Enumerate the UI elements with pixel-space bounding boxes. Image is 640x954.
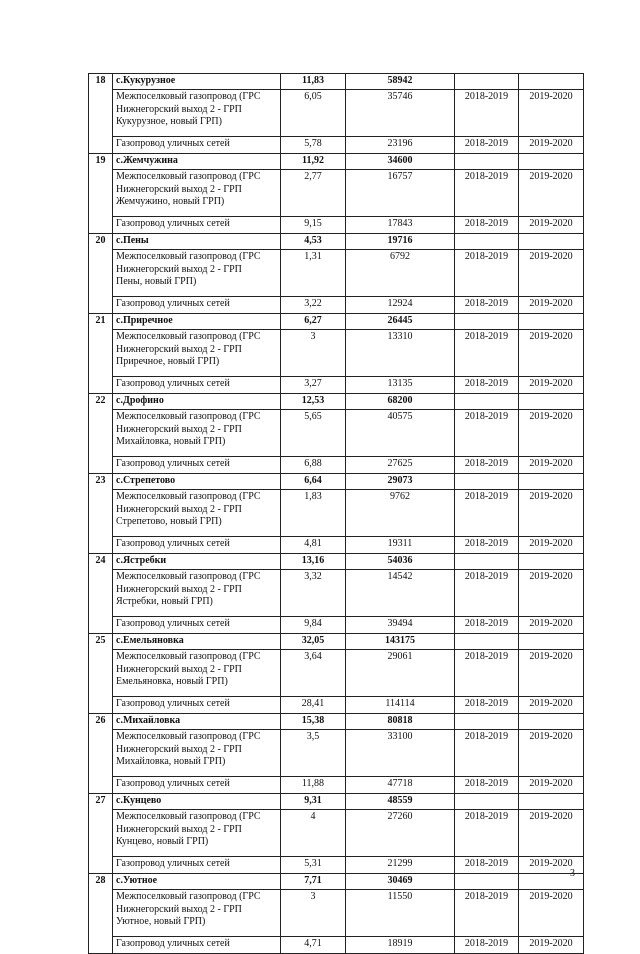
description-line: Кунцево, новый ГРП) — [116, 836, 209, 847]
total-length: 6,64 — [281, 474, 346, 490]
intersettlement-length: 2,77 — [281, 170, 346, 217]
village-name: с.Михайловка — [113, 714, 281, 730]
intersettlement-length: 6,05 — [281, 90, 346, 137]
period-start-empty — [455, 634, 519, 650]
intersettlement-length: 3,64 — [281, 650, 346, 697]
street-network-name: Газопровод уличных сетей — [113, 137, 281, 154]
table-row-street-network — [89, 777, 584, 794]
table-row-street-network — [89, 617, 584, 634]
table-row-intersettlement — [89, 730, 584, 777]
description-line: Кукурузное, новый ГРП) — [116, 116, 222, 127]
street-network-length: 5,78 — [281, 137, 346, 154]
intersettlement-description — [113, 890, 281, 937]
street-network-period-end: 2019-2020 — [519, 297, 584, 314]
period-start-empty — [455, 74, 519, 90]
gas-pipeline-table — [88, 73, 584, 954]
intersettlement-cost: 33100 — [346, 730, 455, 777]
intersettlement-period-end: 2019-2020 — [519, 650, 584, 697]
street-network-cost: 19311 — [346, 537, 455, 554]
total-cost: 48559 — [346, 794, 455, 810]
street-network-period-end: 2019-2020 — [519, 697, 584, 714]
description-line: Стрепетово, новый ГРП) — [116, 516, 222, 527]
intersettlement-cost: 35746 — [346, 90, 455, 137]
intersettlement-period-start: 2018-2019 — [455, 890, 519, 937]
street-network-name: Газопровод уличных сетей — [113, 297, 281, 314]
table-row-street-network — [89, 857, 584, 874]
street-network-length: 3,27 — [281, 377, 346, 394]
street-network-period-end: 2019-2020 — [519, 537, 584, 554]
description-line: Межпоселковый газопровод (ГРС — [116, 731, 261, 742]
village-name: с.Ястребки — [113, 554, 281, 570]
village-name: с.Кунцево — [113, 794, 281, 810]
street-network-period-start: 2018-2019 — [455, 217, 519, 234]
intersettlement-description — [113, 330, 281, 377]
table-row-village — [89, 874, 584, 890]
table-row-street-network — [89, 457, 584, 474]
street-network-period-start: 2018-2019 — [455, 537, 519, 554]
street-network-length: 4,81 — [281, 537, 346, 554]
table-row-street-network — [89, 937, 584, 954]
street-network-period-start: 2018-2019 — [455, 457, 519, 474]
intersettlement-description — [113, 170, 281, 217]
street-network-period-start: 2018-2019 — [455, 137, 519, 154]
period-end-empty — [519, 554, 584, 570]
street-network-name: Газопровод уличных сетей — [113, 777, 281, 794]
intersettlement-length: 1,31 — [281, 250, 346, 297]
table-row-street-network — [89, 697, 584, 714]
table-row-village — [89, 74, 584, 90]
table-row-village — [89, 794, 584, 810]
village-name: с.Стрепетово — [113, 474, 281, 490]
street-network-length: 9,15 — [281, 217, 346, 234]
street-network-period-end: 2019-2020 — [519, 937, 584, 954]
total-length: 13,16 — [281, 554, 346, 570]
intersettlement-description — [113, 570, 281, 617]
total-cost: 29073 — [346, 474, 455, 490]
total-cost: 143175 — [346, 634, 455, 650]
period-end-empty — [519, 234, 584, 250]
description-line: Нижнегорский выход 2 - ГРП — [116, 263, 242, 275]
intersettlement-period-end: 2019-2020 — [519, 170, 584, 217]
intersettlement-period-start: 2018-2019 — [455, 250, 519, 297]
period-start-empty — [455, 794, 519, 810]
intersettlement-cost: 13310 — [346, 330, 455, 377]
intersettlement-length: 5,65 — [281, 410, 346, 457]
period-start-empty — [455, 234, 519, 250]
intersettlement-period-end: 2019-2020 — [519, 250, 584, 297]
street-network-name: Газопровод уличных сетей — [113, 217, 281, 234]
street-network-name: Газопровод уличных сетей — [113, 377, 281, 394]
description-line: Нижнегорский выход 2 - ГРП — [116, 503, 242, 515]
table-row-intersettlement — [89, 250, 584, 297]
table-row-street-network — [89, 297, 584, 314]
street-network-period-start: 2018-2019 — [455, 617, 519, 634]
street-network-cost: 47718 — [346, 777, 455, 794]
total-length: 12,53 — [281, 394, 346, 410]
street-network-period-start: 2018-2019 — [455, 297, 519, 314]
village-name: с.Уютное — [113, 874, 281, 890]
row-number: 27 — [89, 794, 113, 874]
description-line: Нижнегорский выход 2 - ГРП — [116, 583, 242, 595]
table-row-intersettlement — [89, 650, 584, 697]
total-length: 4,53 — [281, 234, 346, 250]
description-line: Межпоселковый газопровод (ГРС — [116, 411, 261, 422]
description-line: Межпоселковый газопровод (ГРС — [116, 251, 261, 262]
period-end-empty — [519, 794, 584, 810]
table-row-intersettlement — [89, 90, 584, 137]
table-body — [89, 74, 584, 954]
table-row-intersettlement — [89, 490, 584, 537]
village-name: с.Жемчужина — [113, 154, 281, 170]
row-number: 22 — [89, 394, 113, 474]
description-line: Межпоселковый газопровод (ГРС — [116, 571, 261, 582]
table-row-intersettlement — [89, 170, 584, 217]
street-network-cost: 13135 — [346, 377, 455, 394]
description-line: Межпоселковый газопровод (ГРС — [116, 491, 261, 502]
period-start-empty — [455, 714, 519, 730]
period-end-empty — [519, 74, 584, 90]
street-network-period-start: 2018-2019 — [455, 937, 519, 954]
table-row-intersettlement — [89, 410, 584, 457]
street-network-period-end: 2019-2020 — [519, 217, 584, 234]
period-end-empty — [519, 714, 584, 730]
street-network-name: Газопровод уличных сетей — [113, 457, 281, 474]
intersettlement-period-start: 2018-2019 — [455, 330, 519, 377]
street-network-period-end: 2019-2020 — [519, 857, 584, 874]
street-network-cost: 114114 — [346, 697, 455, 714]
table-row-street-network — [89, 537, 584, 554]
total-cost: 30469 — [346, 874, 455, 890]
intersettlement-length: 4 — [281, 810, 346, 857]
street-network-length: 6,88 — [281, 457, 346, 474]
table-row-street-network — [89, 377, 584, 394]
intersettlement-description — [113, 730, 281, 777]
row-number: 21 — [89, 314, 113, 394]
row-number: 19 — [89, 154, 113, 234]
street-network-period-start: 2018-2019 — [455, 857, 519, 874]
intersettlement-period-end: 2019-2020 — [519, 410, 584, 457]
period-start-empty — [455, 394, 519, 410]
description-line: Межпоселковый газопровод (ГРС — [116, 331, 261, 342]
description-line: Нижнегорский выход 2 - ГРП — [116, 903, 242, 915]
table-row-street-network — [89, 137, 584, 154]
row-number: 24 — [89, 554, 113, 634]
street-network-length: 4,71 — [281, 937, 346, 954]
street-network-name: Газопровод уличных сетей — [113, 537, 281, 554]
street-network-period-end: 2019-2020 — [519, 137, 584, 154]
period-end-empty — [519, 314, 584, 330]
description-line: Межпоселковый газопровод (ГРС — [116, 891, 261, 902]
village-name: с.Емельяновка — [113, 634, 281, 650]
period-start-empty — [455, 314, 519, 330]
period-end-empty — [519, 474, 584, 490]
street-network-name: Газопровод уличных сетей — [113, 617, 281, 634]
description-line: Межпоселковый газопровод (ГРС — [116, 811, 261, 822]
village-name: с.Дрофино — [113, 394, 281, 410]
table-row-street-network — [89, 217, 584, 234]
row-number: 20 — [89, 234, 113, 314]
table-row-village — [89, 474, 584, 490]
description-line: Нижнегорский выход 2 - ГРП — [116, 743, 242, 755]
description-line: Нижнегорский выход 2 - ГРП — [116, 183, 242, 195]
street-network-period-start: 2018-2019 — [455, 697, 519, 714]
table-row-village — [89, 554, 584, 570]
row-number: 25 — [89, 634, 113, 714]
description-line: Межпоселковый газопровод (ГРС — [116, 651, 261, 662]
description-line: Михайловка, новый ГРП) — [116, 436, 226, 447]
total-cost: 54036 — [346, 554, 455, 570]
total-length: 15,38 — [281, 714, 346, 730]
table-row-village — [89, 314, 584, 330]
street-network-cost: 39494 — [346, 617, 455, 634]
total-length: 11,83 — [281, 74, 346, 90]
street-network-period-end: 2019-2020 — [519, 777, 584, 794]
table-row-village — [89, 394, 584, 410]
intersettlement-cost: 11550 — [346, 890, 455, 937]
street-network-name: Газопровод уличных сетей — [113, 937, 281, 954]
street-network-name: Газопровод уличных сетей — [113, 857, 281, 874]
street-network-length: 3,22 — [281, 297, 346, 314]
intersettlement-length: 1,83 — [281, 490, 346, 537]
table-row-village — [89, 234, 584, 250]
description-line: Ястребки, новый ГРП) — [116, 596, 213, 607]
village-name: с.Приречное — [113, 314, 281, 330]
table-row-intersettlement — [89, 810, 584, 857]
period-start-empty — [455, 554, 519, 570]
table-row-intersettlement — [89, 570, 584, 617]
total-cost: 68200 — [346, 394, 455, 410]
description-line: Михайловка, новый ГРП) — [116, 756, 226, 767]
description-line: Нижнегорский выход 2 - ГРП — [116, 823, 242, 835]
intersettlement-period-start: 2018-2019 — [455, 410, 519, 457]
total-cost: 80818 — [346, 714, 455, 730]
intersettlement-period-start: 2018-2019 — [455, 490, 519, 537]
description-line: Межпоселковый газопровод (ГРС — [116, 91, 261, 102]
intersettlement-period-start: 2018-2019 — [455, 90, 519, 137]
intersettlement-period-start: 2018-2019 — [455, 650, 519, 697]
table-row-village — [89, 714, 584, 730]
intersettlement-period-end: 2019-2020 — [519, 90, 584, 137]
period-start-empty — [455, 154, 519, 170]
description-line: Нижнегорский выход 2 - ГРП — [116, 663, 242, 675]
intersettlement-period-end: 2019-2020 — [519, 810, 584, 857]
intersettlement-description — [113, 250, 281, 297]
page-number: 3 — [570, 868, 575, 879]
description-line: Жемчужино, новый ГРП) — [116, 196, 225, 207]
intersettlement-period-end: 2019-2020 — [519, 490, 584, 537]
total-length: 32,05 — [281, 634, 346, 650]
intersettlement-description — [113, 810, 281, 857]
description-line: Уютное, новый ГРП) — [116, 916, 206, 927]
street-network-period-end: 2019-2020 — [519, 457, 584, 474]
total-cost: 26445 — [346, 314, 455, 330]
intersettlement-period-end: 2019-2020 — [519, 890, 584, 937]
total-cost: 58942 — [346, 74, 455, 90]
street-network-length: 5,31 — [281, 857, 346, 874]
intersettlement-period-end: 2019-2020 — [519, 730, 584, 777]
description-line: Нижнегорский выход 2 - ГРП — [116, 103, 242, 115]
description-line: Нижнегорский выход 2 - ГРП — [116, 423, 242, 435]
intersettlement-cost: 14542 — [346, 570, 455, 617]
period-start-empty — [455, 874, 519, 890]
total-length: 6,27 — [281, 314, 346, 330]
total-length: 11,92 — [281, 154, 346, 170]
description-line: Емельяновка, новый ГРП) — [116, 676, 228, 687]
street-network-name: Газопровод уличных сетей — [113, 697, 281, 714]
intersettlement-cost: 27260 — [346, 810, 455, 857]
intersettlement-length: 3,5 — [281, 730, 346, 777]
intersettlement-period-end: 2019-2020 — [519, 330, 584, 377]
table-row-intersettlement — [89, 890, 584, 937]
row-number: 28 — [89, 874, 113, 954]
intersettlement-period-end: 2019-2020 — [519, 570, 584, 617]
intersettlement-description — [113, 90, 281, 137]
intersettlement-cost: 40575 — [346, 410, 455, 457]
intersettlement-length: 3 — [281, 330, 346, 377]
street-network-cost: 23196 — [346, 137, 455, 154]
period-end-empty — [519, 394, 584, 410]
street-network-cost: 21299 — [346, 857, 455, 874]
intersettlement-period-start: 2018-2019 — [455, 170, 519, 217]
total-length: 7,71 — [281, 874, 346, 890]
intersettlement-cost: 6792 — [346, 250, 455, 297]
intersettlement-cost: 9762 — [346, 490, 455, 537]
intersettlement-description — [113, 490, 281, 537]
period-start-empty — [455, 474, 519, 490]
table-row-village — [89, 634, 584, 650]
street-network-period-end: 2019-2020 — [519, 617, 584, 634]
total-cost: 19716 — [346, 234, 455, 250]
street-network-cost: 27625 — [346, 457, 455, 474]
street-network-cost: 18919 — [346, 937, 455, 954]
village-name: с.Кукурузное — [113, 74, 281, 90]
intersettlement-cost: 29061 — [346, 650, 455, 697]
intersettlement-cost: 16757 — [346, 170, 455, 217]
street-network-length: 11,88 — [281, 777, 346, 794]
row-number: 26 — [89, 714, 113, 794]
street-network-period-start: 2018-2019 — [455, 777, 519, 794]
intersettlement-length: 3,32 — [281, 570, 346, 617]
intersettlement-length: 3 — [281, 890, 346, 937]
row-number: 23 — [89, 474, 113, 554]
street-network-length: 28,41 — [281, 697, 346, 714]
period-end-empty — [519, 154, 584, 170]
intersettlement-description — [113, 410, 281, 457]
row-number: 18 — [89, 74, 113, 154]
description-line: Пены, новый ГРП) — [116, 276, 197, 287]
intersettlement-period-start: 2018-2019 — [455, 730, 519, 777]
description-line: Межпоселковый газопровод (ГРС — [116, 171, 261, 182]
period-end-empty — [519, 634, 584, 650]
intersettlement-period-start: 2018-2019 — [455, 570, 519, 617]
street-network-length: 9,84 — [281, 617, 346, 634]
table-row-intersettlement — [89, 330, 584, 377]
street-network-cost: 12924 — [346, 297, 455, 314]
street-network-period-end: 2019-2020 — [519, 377, 584, 394]
street-network-cost: 17843 — [346, 217, 455, 234]
intersettlement-period-start: 2018-2019 — [455, 810, 519, 857]
total-length: 9,31 — [281, 794, 346, 810]
street-network-period-start: 2018-2019 — [455, 377, 519, 394]
description-line: Нижнегорский выход 2 - ГРП — [116, 343, 242, 355]
description-line: Приречное, новый ГРП) — [116, 356, 220, 367]
total-cost: 34600 — [346, 154, 455, 170]
table-row-village — [89, 154, 584, 170]
intersettlement-description — [113, 650, 281, 697]
village-name: с.Пены — [113, 234, 281, 250]
